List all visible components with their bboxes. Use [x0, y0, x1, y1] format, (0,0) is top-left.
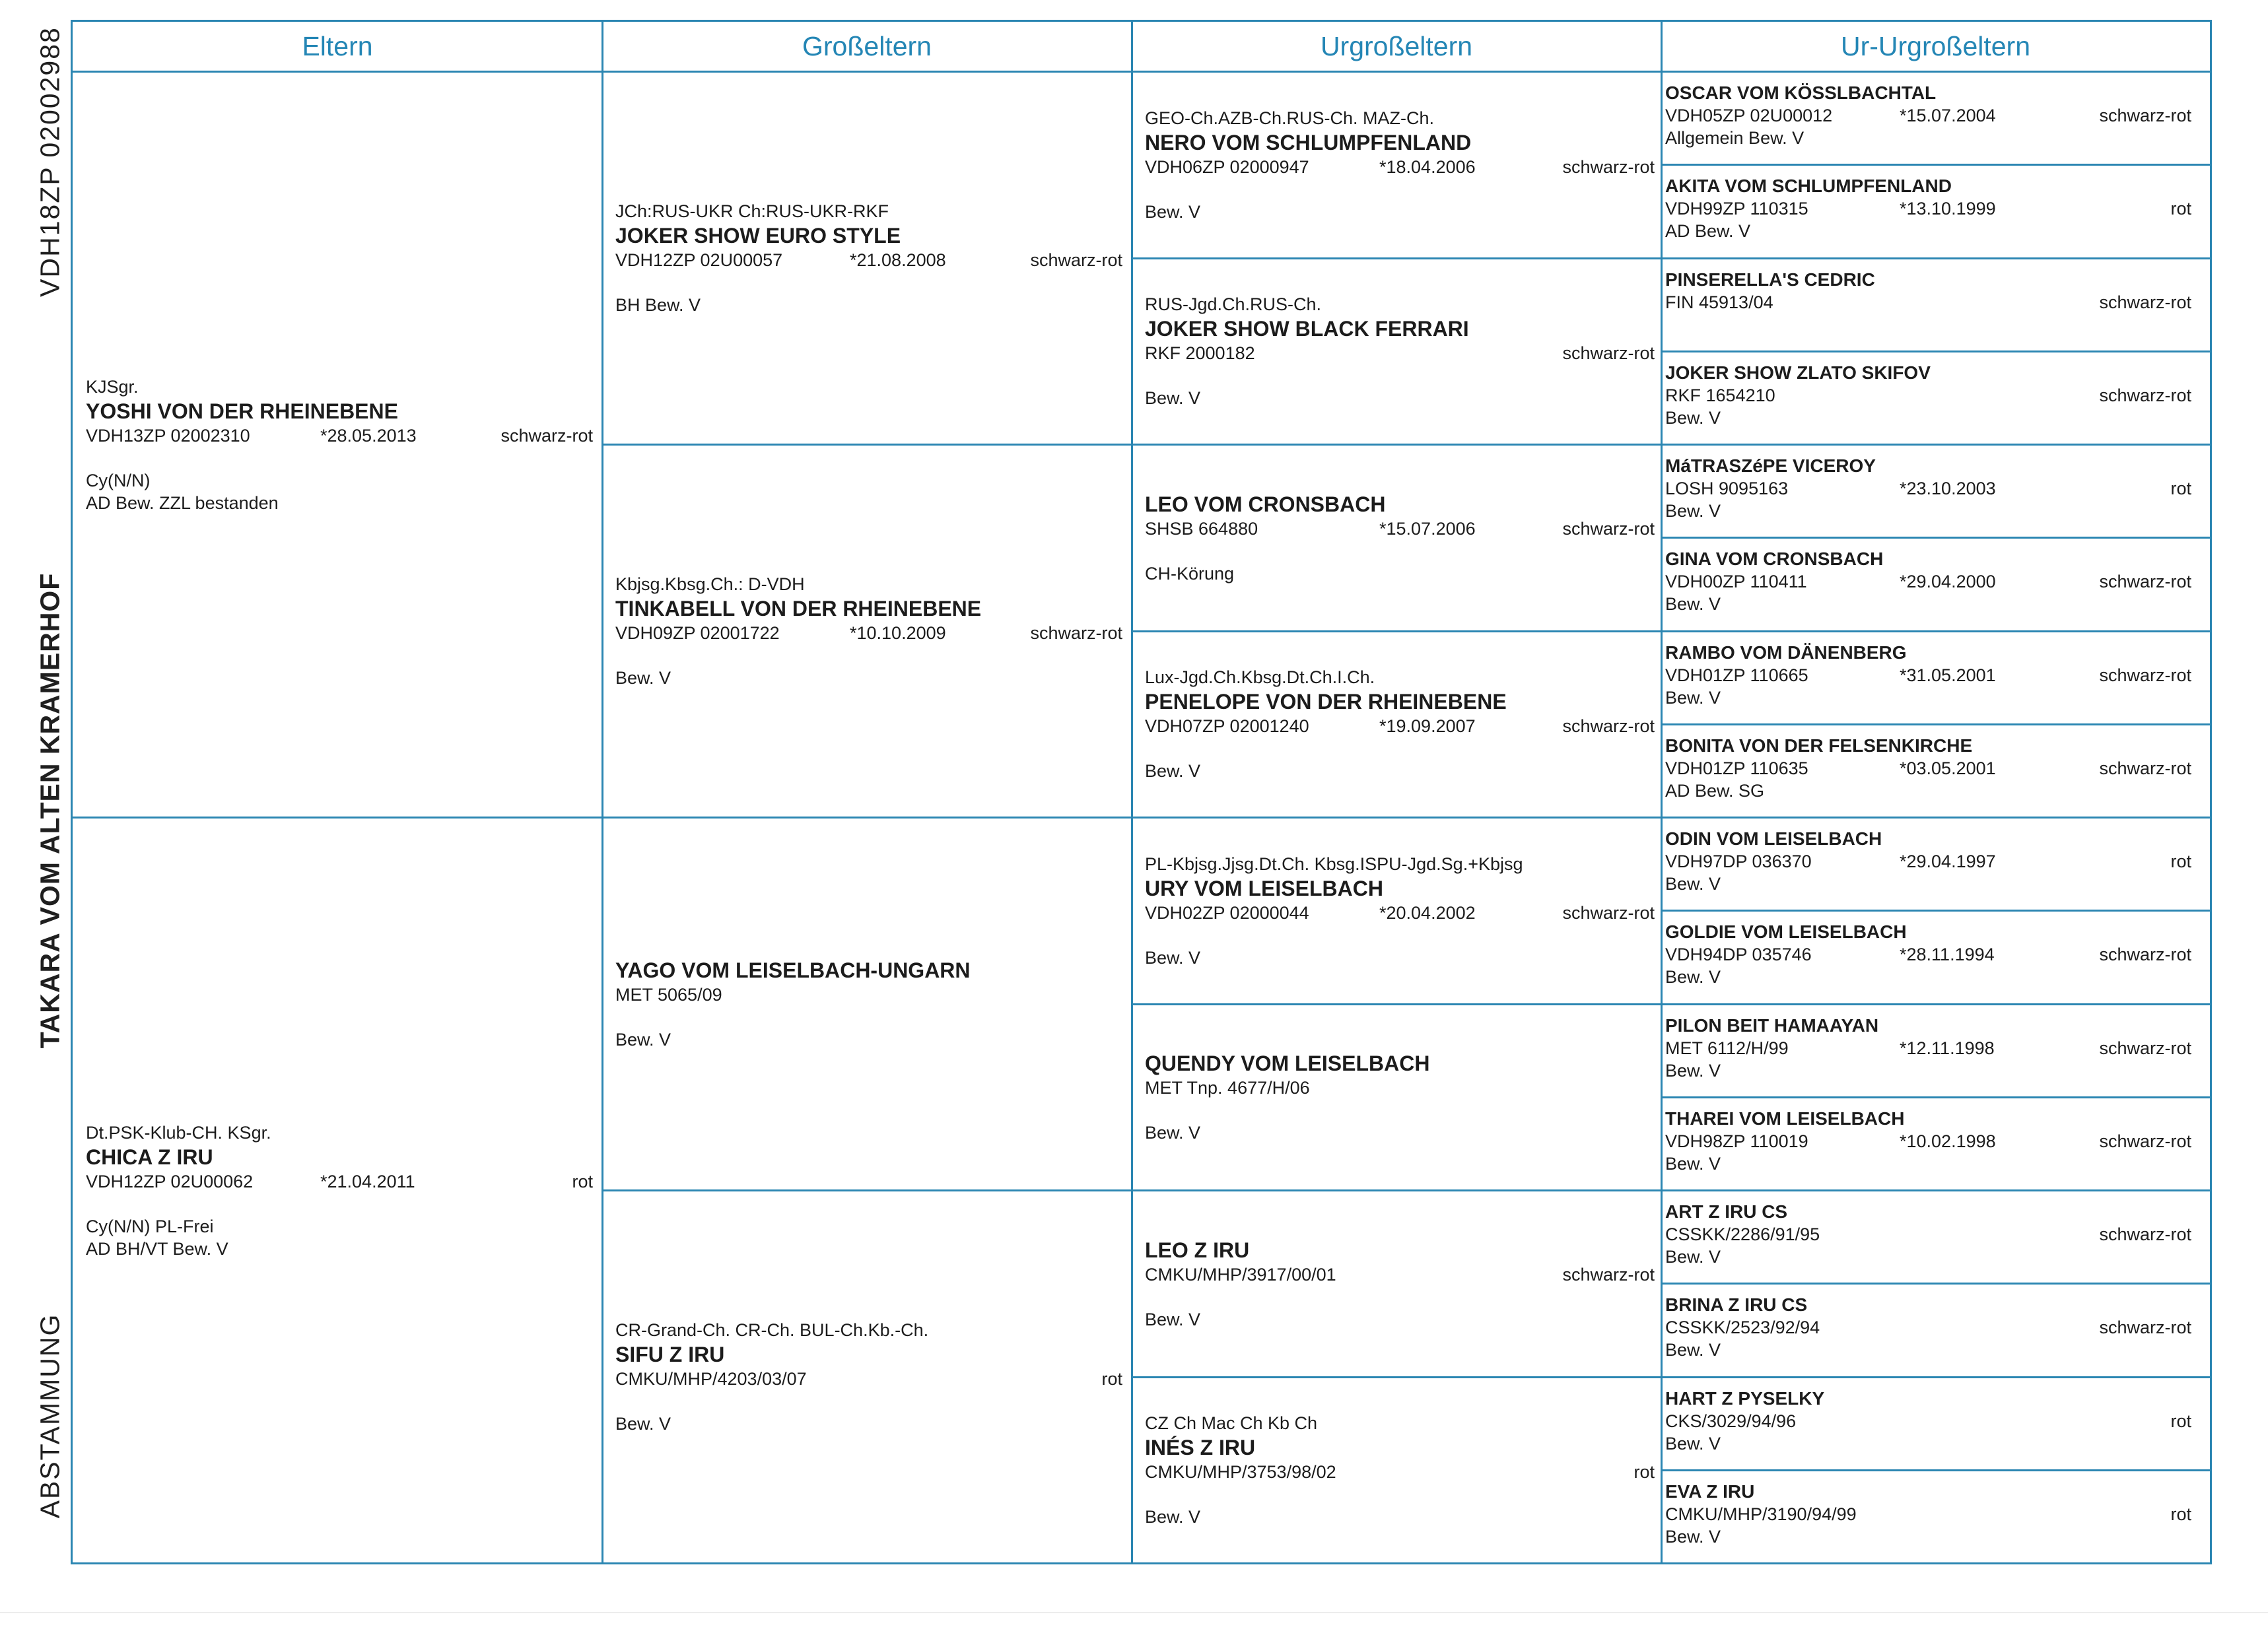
ancestor-cell: [1132, 1191, 1661, 1376]
ancestor-cell: [73, 818, 602, 1562]
ancestor-registration-row: [86, 424, 593, 447]
page-bottom-rule: [0, 1612, 2268, 1613]
birth-date: *28.05.2013: [320, 425, 417, 446]
registration-number: RKF 1654210: [1665, 385, 1775, 405]
ancestor-cell: [1661, 818, 2210, 910]
ancestor-name: BONITA VON DER FELSENKIRCHE: [1665, 735, 1973, 756]
ancestor-note: Bew. V: [1145, 1507, 1201, 1527]
registration-number: VDH02ZP 02000044: [1145, 902, 1309, 923]
coat-color: schwarz-rot: [1562, 518, 1655, 539]
ancestor-note: CH-Körung: [1145, 563, 1235, 584]
coat-color: schwarz-rot: [1030, 250, 1122, 270]
ancestor-registration-row: [1665, 1316, 2191, 1339]
ancestor-note: AD Bew. V: [1665, 221, 1751, 242]
ancestor-name: EVA Z IRU: [1665, 1481, 1755, 1502]
ancestor-registration-row: [615, 984, 1122, 1006]
birth-date: *29.04.2000: [1900, 572, 1996, 592]
birth-date: *23.10.2003: [1900, 479, 1996, 498]
ancestor-cell: [1661, 725, 2210, 817]
coat-color: rot: [2170, 1504, 2191, 1524]
ancestor-note: Bew. V: [1665, 874, 1721, 894]
ancestor-registration-row: [1665, 1223, 2191, 1246]
ancestor-registration-row: [1665, 850, 2191, 873]
spacer: [615, 644, 1122, 667]
spacer: [1145, 737, 1655, 760]
ancestor-name: YAGO VOM LEISELBACH-UNGARN: [615, 958, 971, 982]
spacer: [615, 271, 1122, 294]
ancestor-name: GINA VOM CRONSBACH: [1665, 549, 1884, 570]
coat-color: schwarz-rot: [2099, 385, 2191, 405]
ancestor-name: QUENDY VOM LEISELBACH: [1145, 1052, 1430, 1076]
coat-color: rot: [2170, 199, 2191, 219]
ancestor-cell: [1661, 73, 2210, 164]
spacer: [615, 1006, 1122, 1028]
spacer: [86, 1193, 593, 1215]
ancestor-titles: RUS-Jgd.Ch.RUS-Ch.: [1145, 294, 1322, 315]
coat-color: schwarz-rot: [1562, 716, 1655, 737]
ancestor-titles: Lux-Jgd.Ch.Kbsg.Dt.Ch.I.Ch.: [1145, 667, 1375, 688]
ancestor-registration-row: [1145, 1077, 1655, 1099]
birth-date: *21.08.2008: [850, 250, 946, 270]
column-header: Ur-Urgroßeltern: [1840, 30, 2031, 61]
ancestor-cell: [602, 818, 1132, 1189]
ancestor-note: Cy(N/N): [86, 470, 151, 490]
spacer: [1145, 1286, 1655, 1308]
birth-date: *20.04.2002: [1379, 902, 1476, 923]
ancestor-cell: [1661, 446, 2210, 537]
birth-date: *13.10.1999: [1900, 199, 1996, 219]
birth-date: *10.02.1998: [1900, 1131, 1996, 1151]
spacer: [1145, 1483, 1655, 1506]
ancestor-registration-row: [1145, 715, 1655, 737]
ancestor-name: URY VOM LEISELBACH: [1145, 876, 1383, 900]
ancestor-registration-row: [1665, 1037, 2191, 1059]
birth-date: *12.11.1998: [1900, 1038, 1995, 1058]
ancestor-registration-row: [1145, 902, 1655, 924]
ancestor-note: Bew. V: [1665, 967, 1721, 987]
ancestor-registration-row: [1665, 477, 2191, 500]
ancestor-titles: JCh:RUS-UKR Ch:RUS-UKR-RKF: [615, 201, 889, 221]
registration-number: SHSB 664880: [1145, 518, 1258, 539]
registration-number: VDH07ZP 02001240: [1145, 716, 1309, 737]
registration-number: VDH97DP 036370: [1665, 852, 1812, 871]
birth-date: *15.07.2004: [1900, 106, 1996, 125]
coat-color: rot: [1101, 1369, 1122, 1389]
ancestor-name: YOSHI VON DER RHEINEBENE: [86, 399, 398, 423]
registration-number: RKF 2000182: [1145, 343, 1255, 364]
ancestor-cell: [1661, 166, 2210, 257]
ancestor-note: Bew. V: [615, 1030, 671, 1050]
column-header: Urgroßeltern: [1320, 30, 1473, 61]
registration-number: MET Tnp. 4677/H/06: [1145, 1078, 1310, 1098]
ancestor-titles: CZ Ch Mac Ch Kb Ch: [1145, 1413, 1318, 1434]
ancestor-cell: [1661, 632, 2210, 723]
spacer: [1145, 178, 1655, 201]
coat-color: schwarz-rot: [2099, 758, 2191, 778]
ancestor-cell: [1661, 352, 2210, 444]
ancestor-name: JOKER SHOW EURO STYLE: [615, 224, 901, 248]
ancestor-cell: [1661, 539, 2210, 630]
ancestor-name: LEO VOM CRONSBACH: [1145, 492, 1386, 516]
ancestor-titles: Kbjsg.Kbsg.Ch.: D-VDH: [615, 574, 805, 594]
registration-number: VDH12ZP 02U00057: [615, 250, 783, 270]
registration-number: VDH01ZP 110635: [1665, 758, 1808, 778]
ancestor-note: Bew. V: [1145, 1123, 1201, 1143]
coat-color: schwarz-rot: [500, 425, 593, 446]
pedigree-table: [71, 20, 2212, 1564]
coat-color: schwarz-rot: [2099, 945, 2191, 965]
ancestor-registration-row: [1665, 1410, 2191, 1432]
ancestor-registration-row: [1145, 342, 1655, 364]
coat-color: rot: [572, 1171, 593, 1191]
ancestor-registration-row: [1665, 1503, 2191, 1525]
ancestor-registration-row: [1665, 197, 2191, 220]
registration-number: VDH99ZP 110315: [1665, 199, 1808, 219]
ancestor-cell: [602, 446, 1132, 817]
birth-date: *28.11.1994: [1900, 945, 1995, 965]
coat-color: schwarz-rot: [1562, 343, 1655, 364]
birth-date: *03.05.2001: [1900, 758, 1996, 778]
coat-color: schwarz-rot: [2099, 1131, 2191, 1151]
ancestor-registration-row: [1665, 1130, 2191, 1153]
ancestor-cell: [1132, 73, 1661, 257]
ancestor-note: Allgemein Bew. V: [1665, 128, 1804, 148]
ancestor-cell: [1661, 912, 2210, 1003]
registration-number: CMKU/MHP/3190/94/99: [1665, 1504, 1857, 1524]
ancestor-registration-row: [1145, 518, 1655, 540]
ancestor-note: Bew. V: [1145, 947, 1201, 968]
registration-number: CSSKK/2286/91/95: [1665, 1224, 1820, 1244]
dog-name-vertical: TAKARA VOM ALTEN KRAMERHOF: [34, 572, 65, 1049]
ancestor-note: Bew. V: [615, 668, 671, 688]
registration-number: VDH00ZP 110411: [1665, 572, 1807, 592]
ancestor-registration-row: [1665, 104, 2191, 127]
ancestor-registration-row: [1145, 156, 1655, 178]
coat-color: schwarz-rot: [2099, 292, 2191, 312]
registration-number: VDH01ZP 110665: [1665, 665, 1808, 685]
ancestor-name: NERO VOM SCHLUMPFENLAND: [1145, 130, 1472, 154]
ancestor-name: MáTRASZéPE VICEROY: [1665, 455, 1876, 476]
ancestor-note: Bew. V: [1665, 501, 1721, 521]
ancestor-note: BH Bew. V: [615, 295, 701, 315]
coat-color: rot: [2170, 852, 2191, 871]
ancestor-titles: KJSgr.: [86, 376, 139, 397]
coat-color: schwarz-rot: [2099, 106, 2191, 125]
ancestor-name: ODIN VOM LEISELBACH: [1665, 828, 1882, 849]
ancestor-name: PINSERELLA'S CEDRIC: [1665, 269, 1875, 290]
ancestor-titles: CR-Grand-Ch. CR-Ch. BUL-Ch.Kb.-Ch.: [615, 1320, 929, 1340]
ancestor-note: Bew. V: [1665, 1526, 1721, 1547]
registration-number: VDH05ZP 02U00012: [1665, 106, 1833, 125]
coat-color: schwarz-rot: [1562, 1264, 1655, 1285]
registration-number: CMKU/MHP/3753/98/02: [1145, 1462, 1336, 1483]
ancestor-cell: [1132, 1378, 1661, 1563]
ancestor-titles: GEO-Ch.AZB-Ch.RUS-Ch. MAZ-Ch.: [1145, 108, 1435, 128]
ancestor-cell: [1661, 1378, 2210, 1469]
ancestor-cell: [1132, 1005, 1661, 1190]
coat-color: schwarz-rot: [2099, 1038, 2191, 1058]
ancestor-note: Cy(N/N) PL-Frei: [86, 1216, 214, 1236]
ancestor-cell: [1661, 1285, 2210, 1376]
ancestor-name: HART Z PYSELKY: [1665, 1387, 1825, 1409]
ancestor-name: THAREI VOM LEISELBACH: [1665, 1108, 1905, 1129]
ancestor-name: AKITA VOM SCHLUMPFENLAND: [1665, 176, 1952, 197]
ancestor-note: Bew. V: [1145, 201, 1201, 222]
ancestor-note: Bew. V: [1665, 1247, 1721, 1267]
spacer: [86, 447, 593, 469]
registration-number: LOSH 9095163: [1665, 479, 1789, 498]
coat-color: schwarz-rot: [2099, 1318, 2191, 1338]
ancestor-cell: [73, 73, 602, 817]
ancestor-registration-row: [1665, 384, 2191, 407]
ancestor-registration-row: [1665, 757, 2191, 780]
spacer: [615, 1390, 1122, 1413]
registration-number: VDH09ZP 02001722: [615, 623, 780, 643]
ancestor-registration-row: [615, 249, 1122, 271]
document-title-vertical: ABSTAMMUNG: [34, 1313, 65, 1519]
ancestor-registration-row: [615, 1368, 1122, 1390]
registration-number: MET 5065/09: [615, 985, 722, 1005]
ancestor-name: LEO Z IRU: [1145, 1238, 1250, 1262]
ancestor-titles: PL-Kbjsg.Jjsg.Dt.Ch. Kbsg.ISPU-Jgd.Sg.+Kbjsg: [1145, 853, 1523, 874]
ancestor-cell: [1132, 632, 1661, 817]
registration-number: CSSKK/2523/92/94: [1665, 1318, 1820, 1338]
registration-number: VDH13ZP 02002310: [86, 425, 250, 446]
registration-number: MET 6112/H/99: [1665, 1038, 1789, 1058]
ancestor-name: BRINA Z IRU CS: [1665, 1294, 1808, 1316]
ancestor-registration-row: [1665, 664, 2191, 686]
registration-number-vertical: VDH18ZP 02002988: [34, 26, 65, 297]
coat-color: schwarz-rot: [2099, 665, 2191, 685]
registration-number: CMKU/MHP/3917/00/01: [1145, 1264, 1336, 1285]
coat-color: rot: [1633, 1462, 1655, 1483]
ancestor-note: Bew. V: [1665, 687, 1721, 708]
ancestor-registration-row: [615, 622, 1122, 644]
ancestor-cell: [1661, 1005, 2210, 1096]
coat-color: rot: [2170, 479, 2191, 498]
coat-color: schwarz-rot: [1562, 156, 1655, 177]
ancestor-registration-row: [86, 1170, 593, 1193]
coat-color: schwarz-rot: [2099, 572, 2191, 592]
ancestor-note: Bew. V: [1145, 761, 1201, 782]
ancestor-cell: [1132, 259, 1661, 444]
ancestor-name: GOLDIE VOM LEISELBACH: [1665, 921, 1907, 943]
birth-date: *21.04.2011: [320, 1171, 415, 1191]
coat-color: schwarz-rot: [1562, 902, 1655, 923]
coat-color: schwarz-rot: [2099, 1224, 2191, 1244]
birth-date: *19.09.2007: [1379, 716, 1476, 737]
birth-date: *15.07.2006: [1379, 518, 1476, 539]
ancestor-note: Bew. V: [1665, 407, 1721, 428]
ancestor-note: Bew. V: [1665, 1060, 1721, 1081]
ancestor-note: Bew. V: [1665, 1340, 1721, 1360]
coat-color: schwarz-rot: [1030, 623, 1122, 643]
registration-number: CMKU/MHP/4203/03/07: [615, 1369, 807, 1389]
ancestor-cell: [1661, 1191, 2210, 1283]
ancestor-registration-row: [1665, 291, 2191, 314]
column-header: Großeltern: [802, 30, 932, 61]
registration-number: CKS/3029/94/96: [1665, 1411, 1797, 1431]
ancestor-name: INÉS Z IRU: [1145, 1436, 1256, 1460]
ancestor-cell: [1132, 818, 1661, 1003]
ancestor-registration-row: [1665, 570, 2191, 593]
ancestor-name: PILON BEIT HAMAAYAN: [1665, 1015, 1879, 1036]
birth-date: *18.04.2006: [1379, 156, 1476, 177]
ancestor-note: Bew. V: [1145, 388, 1201, 409]
birth-date: *10.10.2009: [850, 623, 946, 643]
ancestor-name: ART Z IRU CS: [1665, 1201, 1788, 1222]
ancestor-name: OSCAR VOM KÖSSLBACHTAL: [1665, 83, 1937, 103]
birth-date: *31.05.2001: [1900, 665, 1996, 685]
registration-number: VDH06ZP 02000947: [1145, 156, 1309, 177]
ancestor-cell: [602, 1191, 1132, 1562]
column-header: Eltern: [302, 30, 373, 61]
ancestor-registration-row: [1665, 943, 2191, 966]
ancestor-cell: [1661, 259, 2210, 351]
ancestor-note: Bew. V: [1665, 1153, 1721, 1174]
ancestor-name: TINKABELL VON DER RHEINEBENE: [615, 597, 982, 620]
ancestor-note: Bew. V: [615, 1414, 671, 1434]
spacer: [1145, 924, 1655, 947]
ancestor-note: Bew. V: [1665, 594, 1721, 615]
ancestor-registration-row: [1145, 1461, 1655, 1483]
ancestor-titles: Dt.PSK-Klub-CH. KSgr.: [86, 1122, 271, 1143]
ancestor-name: JOKER SHOW ZLATO SKIFOV: [1665, 362, 1931, 383]
coat-color: rot: [2170, 1411, 2191, 1431]
registration-number: FIN 45913/04: [1665, 292, 1773, 312]
ancestor-cell: [1132, 446, 1661, 630]
ancestor-cell: [1661, 1098, 2210, 1189]
registration-number: VDH12ZP 02U00062: [86, 1171, 254, 1191]
ancestor-note: AD Bew. SG: [1665, 780, 1765, 801]
spacer: [1145, 1099, 1655, 1121]
birth-date: *29.04.1997: [1900, 852, 1996, 871]
ancestor-cell: [602, 73, 1132, 444]
ancestor-name: CHICA Z IRU: [86, 1145, 213, 1169]
spacer: [1145, 540, 1655, 562]
spacer: [1145, 364, 1655, 387]
ancestor-note: AD BH/VT Bew. V: [86, 1238, 228, 1259]
registration-number: VDH98ZP 110019: [1665, 1131, 1808, 1151]
registration-number: VDH94DP 035746: [1665, 945, 1812, 965]
ancestor-note: Bew. V: [1665, 1433, 1721, 1453]
ancestor-registration-row: [1145, 1263, 1655, 1286]
ancestor-note: Bew. V: [1145, 1309, 1201, 1329]
ancestor-note: AD Bew. ZZL bestanden: [86, 492, 279, 513]
ancestor-name: JOKER SHOW BLACK FERRARI: [1145, 317, 1469, 341]
ancestor-name: SIFU Z IRU: [615, 1343, 725, 1366]
ancestor-cell: [1661, 1471, 2210, 1562]
ancestor-name: PENELOPE VON DER RHEINEBENE: [1145, 690, 1507, 714]
ancestor-name: RAMBO VOM DÄNENBERG: [1665, 642, 1907, 663]
